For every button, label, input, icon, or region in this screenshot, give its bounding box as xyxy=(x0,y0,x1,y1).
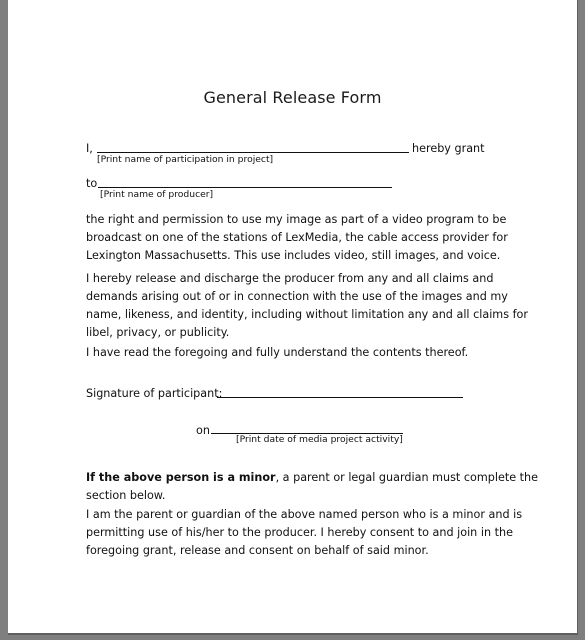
paragraph-line: I am the parent or guardian of the above named person who is a minor and is xyxy=(86,508,523,521)
guardian-paragraph xyxy=(86,506,526,560)
grantor-hint: [Print name of participation in project] xyxy=(97,154,274,165)
document-page xyxy=(8,0,578,635)
paragraph-line: Lexington Massachusetts. This use includes video, still images, and voice. xyxy=(86,249,501,262)
paragraph-line: demands arising out of or in connection with the use of the images and my xyxy=(86,290,508,303)
grant-paragraph xyxy=(86,211,526,265)
grantee-prefix: to xyxy=(86,177,98,190)
signature-label: Signature of participant: xyxy=(86,387,223,400)
page-title: General Release Form xyxy=(203,88,382,107)
paragraph-line: name, likeness, and identity, including without limitation any and all claims for xyxy=(86,308,528,321)
minor-notice-text: , a parent or legal guardian must complete the xyxy=(275,471,539,484)
paragraph-line: libel, privacy, or publicity. xyxy=(86,326,230,339)
release-paragraph xyxy=(86,270,526,342)
acknowledgement-text: I have read the foregoing and fully understand the contents thereof. xyxy=(86,346,469,359)
grantor-name-line[interactable] xyxy=(97,152,409,153)
grantor-suffix: hereby grant xyxy=(412,142,485,155)
date-prefix: on xyxy=(196,424,210,437)
paragraph-line: I hereby release and discharge the producer from any and all claims and xyxy=(86,272,494,285)
date-hint: [Print date of media project activity] xyxy=(236,434,403,445)
signature-line[interactable] xyxy=(217,397,463,398)
producer-name-line[interactable] xyxy=(98,187,392,188)
minor-notice-line2: section below. xyxy=(86,489,166,502)
grantee-hint: [Print name of producer] xyxy=(100,189,214,200)
paragraph-line: permitting use of his/her to the producer. I hereby consent to and join in the xyxy=(86,526,513,539)
paragraph-line: foregoing grant, release and consent on behalf of said minor. xyxy=(86,544,429,557)
paragraph-line: the right and permission to use my image as part of a video program to be xyxy=(86,213,507,226)
grantor-prefix: I, xyxy=(86,142,93,155)
paragraph-line: broadcast on one of the stations of LexMedia, the cable access provider for xyxy=(86,231,508,244)
minor-notice-bold: If the above person is a minor xyxy=(86,471,276,484)
minor-notice xyxy=(86,469,539,505)
